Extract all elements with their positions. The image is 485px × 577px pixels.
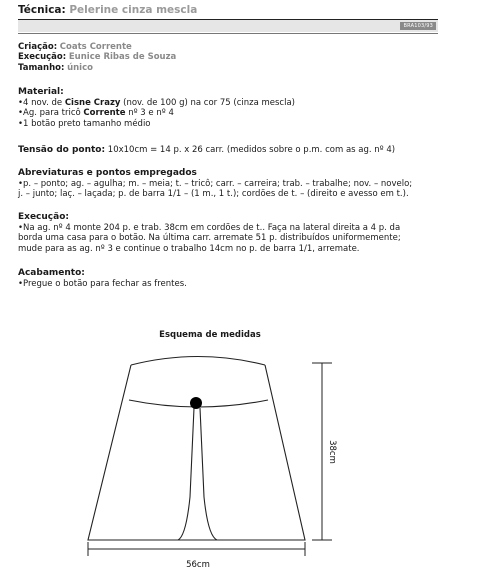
- gauge-label: Tensão do ponto:: [18, 145, 106, 155]
- height-label: 38cm: [327, 440, 337, 464]
- width-label: 56cm: [186, 560, 210, 570]
- abbreviations-line: j. – junto; laç. – laçada; p. de barra 1/1 – (1 m., 1 t.); cordões de t. – (direito e avesso em t.).: [18, 189, 409, 200]
- abbreviations-title: Abreviaturas e pontos empregados: [18, 168, 197, 178]
- front-opening-left: [178, 408, 194, 540]
- pattern-code: BRA103/93: [400, 22, 436, 30]
- execution-line: mude para as ag. nº 3 e continue o trabalho 14cm no p. de barra 1/1, arremate.: [18, 243, 360, 254]
- credit-label: Tamanho:: [18, 62, 65, 73]
- execution-title: Execução:: [18, 212, 69, 222]
- material-line-yarn: •4 nov. de Cisne Crazy (nov. de 100 g) na cor 75 (cinza mescla): [18, 98, 295, 108]
- credit-value: único: [67, 62, 93, 73]
- execution-line: borda uma casa para o botão. Na última carr. arremate 51 p. distribuídos uniformemente;: [18, 233, 401, 244]
- credit-value: Eunice Ribas de Souza: [68, 52, 177, 63]
- finishing-title: Acabamento:: [18, 268, 85, 278]
- material-line-button: •1 botão preto tamanho médio: [18, 118, 151, 129]
- credit-label: Criação:: [18, 42, 58, 52]
- cape-outline: [88, 365, 305, 540]
- material-title: Material:: [18, 87, 64, 97]
- technique-value: Pelerine cinza mescla: [69, 4, 198, 16]
- technique-label: Técnica:: [18, 4, 66, 16]
- abbreviations-line: •p. – ponto; ag. – agulha; m. – meia; t. – tricô; carr. – carreira; trab. – trabalhe; nov. – novelo;: [18, 179, 413, 189]
- button-marker: [190, 397, 202, 409]
- finishing-line: •Pregue o botão para fechar as frentes.: [18, 279, 187, 289]
- execution-line: •Na ag. nº 4 monte 204 p. e trab. 38cm em cordões de t.. Faça na lateral direita a 4 p. da: [18, 223, 401, 233]
- front-opening-right: [200, 408, 217, 540]
- gauge-text: 10x10cm = 14 p. x 26 carr. (medidos sobre o p.m. com as ag. nº 4): [105, 145, 396, 155]
- credit-value: Coats Corrente: [59, 42, 132, 52]
- credit-label: Execução:: [18, 52, 67, 63]
- diagram-title: Esquema de medidas: [159, 330, 261, 340]
- material-line-needles: •Ag. para tricô Corrente nº 3 e nº 4: [18, 108, 174, 119]
- collar-top-curve: [131, 357, 265, 366]
